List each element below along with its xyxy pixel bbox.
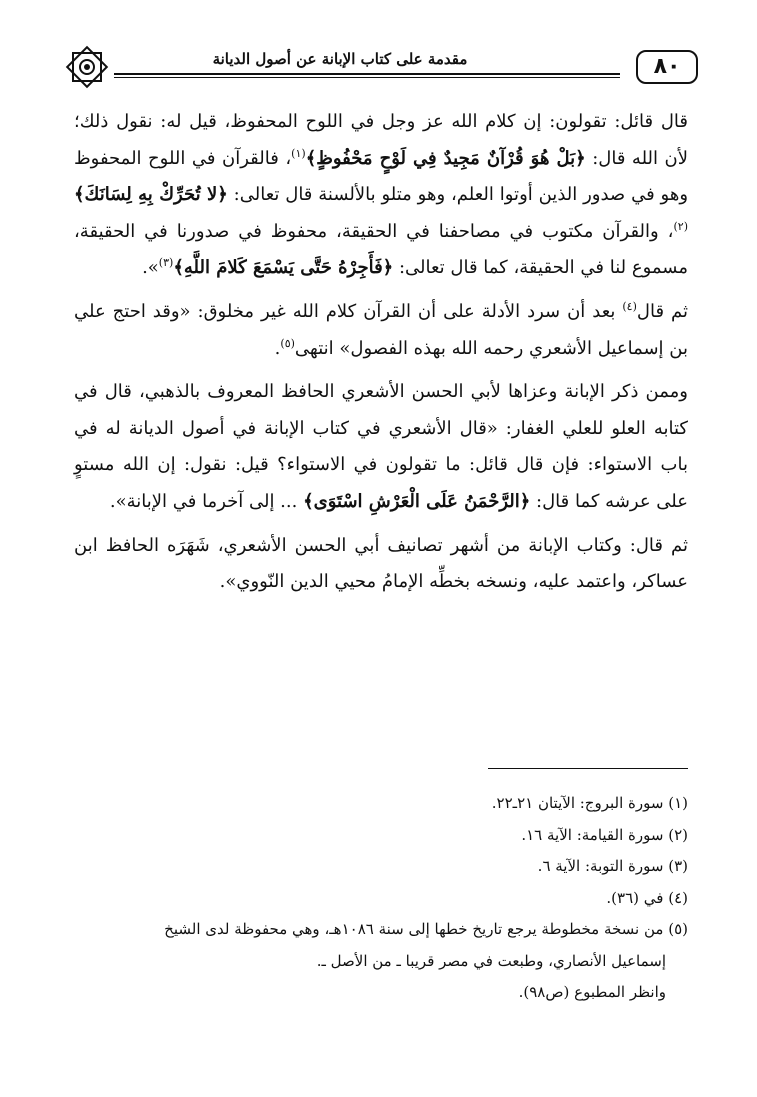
paragraph [74,104,688,287]
footnote-ref[interactable]: (٢) [673,219,688,233]
running-title: مقدمة على كتاب الإبانة عن أصول الديانة [212,50,468,68]
header-rule [114,73,620,75]
header-rule-thin [114,77,620,78]
footnote-separator [488,768,688,769]
paragraph [74,294,688,367]
footnote-continued: إسماعيل الأنصاري، وطبعت في مصر قريبا ـ من الأصل ـ. [316,951,666,970]
text-run: قال قائل: تقولون: إن كلام الله عز وجل في اللوح المحفوظ، قيل له: نقول ذلك؛ لأن الله قال: [74,111,689,169]
text-run: ... إلى آخرما في الإبانة». [109,490,304,512]
footnote-ref[interactable]: (٣) [158,256,174,270]
page-number: ٨٠ [636,50,698,84]
quran-verse: ﴿الرَّحْمَنُ عَلَى الْعَرْشِ اسْتَوَى﴾ [303,490,531,512]
footnote: (٤) في (٣٦). [606,888,688,907]
text-run: ». [142,257,159,279]
page-header [62,40,698,96]
text-run: وممن ذكر الإبانة وعزاها لأبي الحسن الأشعري الحافظ المعروف بالذهبي، قال في كتابه العلو للعلي الغفار: «قال الأشعري في كتاب الإبانة في أصول الديانة له في باب الاستواء: فإن قال قائل: ما تقولون في الاستواء؟ قيل: نقول: إن الله مستوٍ على عرشه كما قال: [74,381,688,512]
text-run: ، والقرآن مكتوب في مصاحفنا في الحقيقة، محفوظ في صدورنا في الحقيقة، مسموع لنا في الحقيقة، كما قال تعالى: [74,220,688,279]
footnote-ref[interactable]: (١) [291,146,306,160]
footnote-ref[interactable]: (٥) [280,336,295,350]
footnote: (٢) سورة القيامة: الآية ١٦. [521,825,688,844]
text-run: بعد أن سرد الأدلة على أن القرآن كلام الله غير مخلوق: «وقد احتج علي بن إسماعيل الأشعري رحمه الله بهذه الفصول» انتهى [74,300,688,359]
footnotes [74,788,688,1009]
eight-point-star-icon [62,42,112,92]
quran-verse: ﴿بَلْ هُوَ قُرْآنٌ مَجِيدٌ فِي لَوْحٍ مَحْفُوظٍ﴾ [305,147,586,169]
text-run: ، فالقرآن في اللوح المحفوظ وهو في صدور الذين أوتوا العلم، وهو متلو بالألسنة قال تعالى: [74,147,689,206]
paragraph [74,374,688,520]
footnote-ref[interactable]: (٤) [622,299,637,313]
paragraph [74,528,688,601]
footnote: (٥) من نسخة مخطوطة يرجع تاريخ خطها إلى سنة ١٠٨٦هـ، وهي محفوظة لدى الشيخ [164,920,688,938]
text-run: . [274,337,281,359]
footnote: (١) سورة البروج: الآيتان ٢١ـ٢٢. [491,794,688,812]
main-text [74,104,688,601]
quran-verse: ﴿فَأَجِرْهُ حَتَّى يَسْمَعَ كَلامَ اللَّهِ﴾ [173,257,394,279]
text-run: ثم قال: وكتاب الإبانة من أشهر تصانيف أبي الحسن الأشعري، شَهَرَه الحافظ ابن عساكر، واعتمد عليه، ونسخه بخطِّه الإمامُ محيي الدين النّووي». [74,534,688,593]
quran-verse: ﴿لا تُحَرِّكْ بِهِ لِسَانَكَ﴾ [74,184,228,206]
text-run: ثم قال [636,300,688,322]
footnote-continued: وانظر المطبوع (ص٩٨). [518,983,666,1001]
footnote: (٣) سورة التوبة: الآية ٦. [537,857,688,875]
